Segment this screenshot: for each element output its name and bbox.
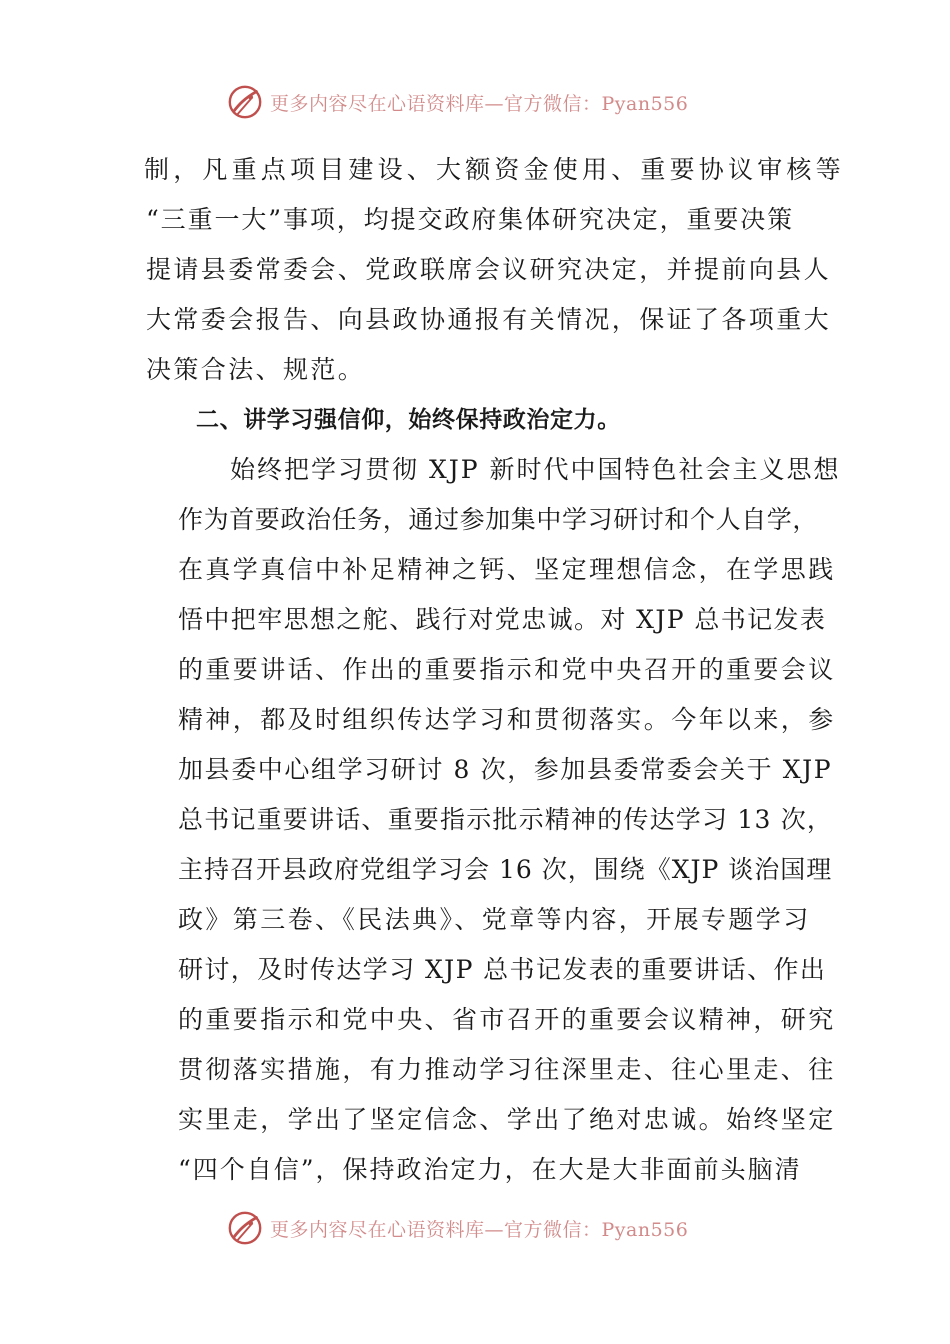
body-line-18: 的重要指示和党中央、省市召开的重要会议精神，研究 xyxy=(178,1005,836,1034)
body-line-9: 在真学真信中补足精神之钙、坚定理想信念，在学思践 xyxy=(178,555,836,584)
header-watermark-banner xyxy=(226,80,688,124)
body-line-16: 政》第三卷、《民法典》、党章等内容，开展专题学习 xyxy=(178,905,811,934)
section-heading: 二、讲学习强信仰，始终保持政治定力。 xyxy=(196,407,621,433)
pen-nib-logo-icon xyxy=(226,1209,264,1247)
body-line-3: 提请县委常委会、党政联席会议研究决定，并提前向县人 xyxy=(146,255,832,284)
body-line-7: 始终把学习贯彻 XJP 新时代中国特色社会主义思想 xyxy=(230,455,841,484)
body-line-17: 研讨，及时传达学习 XJP 总书记发表的重要讲话、作出 xyxy=(178,955,827,984)
watermark-text: 更多内容尽在心语资料库—官方微信：Pyan556 xyxy=(270,92,689,115)
body-line-8: 作为首要政治任务，通过参加集中学习研讨和个人自学， xyxy=(178,505,819,534)
body-line-12: 精神，都及时组织传达学习和贯彻落实。今年以来，参 xyxy=(178,705,836,734)
body-line-21: “四个自信”，保持政治定力，在大是大非面前头脑清 xyxy=(178,1155,802,1184)
body-line-13: 加县委中心组学习研讨 8 次，参加县委常委会关于 XJP xyxy=(178,755,833,784)
body-line-19: 贯彻落实措施，有力推动学习往深里走、往心里走、往 xyxy=(178,1055,836,1084)
body-line-10: 悟中把牢思想之舵、践行对党忠诚。对 XJP 总书记发表 xyxy=(178,605,827,634)
body-line-14: 总书记重要讲话、重要指示批示精神的传达学习 13 次， xyxy=(178,805,834,834)
body-line-20: 实里走，学出了坚定信念、学出了绝对忠诚。始终坚定 xyxy=(178,1105,836,1134)
body-line-15: 主持召开县政府党组学习会 16 次，围绕《XJP 谈治国理 xyxy=(178,855,833,884)
body-line-5: 决策合法、规范。 xyxy=(146,355,366,384)
footer-watermark-banner xyxy=(226,1206,688,1250)
body-line-2: “三重一大”事项，均提交政府集体研究决定，重要决策 xyxy=(146,205,795,234)
body-line-11: 的重要讲话、作出的重要指示和党中央召开的重要会议 xyxy=(178,655,836,684)
pen-nib-logo-icon xyxy=(226,83,264,121)
body-line-1: 制，凡重点项目建设、大额资金使用、重要协议审核等 xyxy=(144,155,845,184)
watermark-text: 更多内容尽在心语资料库—官方微信：Pyan556 xyxy=(270,1218,689,1241)
body-line-4: 大常委会报告、向县政协通报有关情况，保证了各项重大 xyxy=(146,305,832,334)
